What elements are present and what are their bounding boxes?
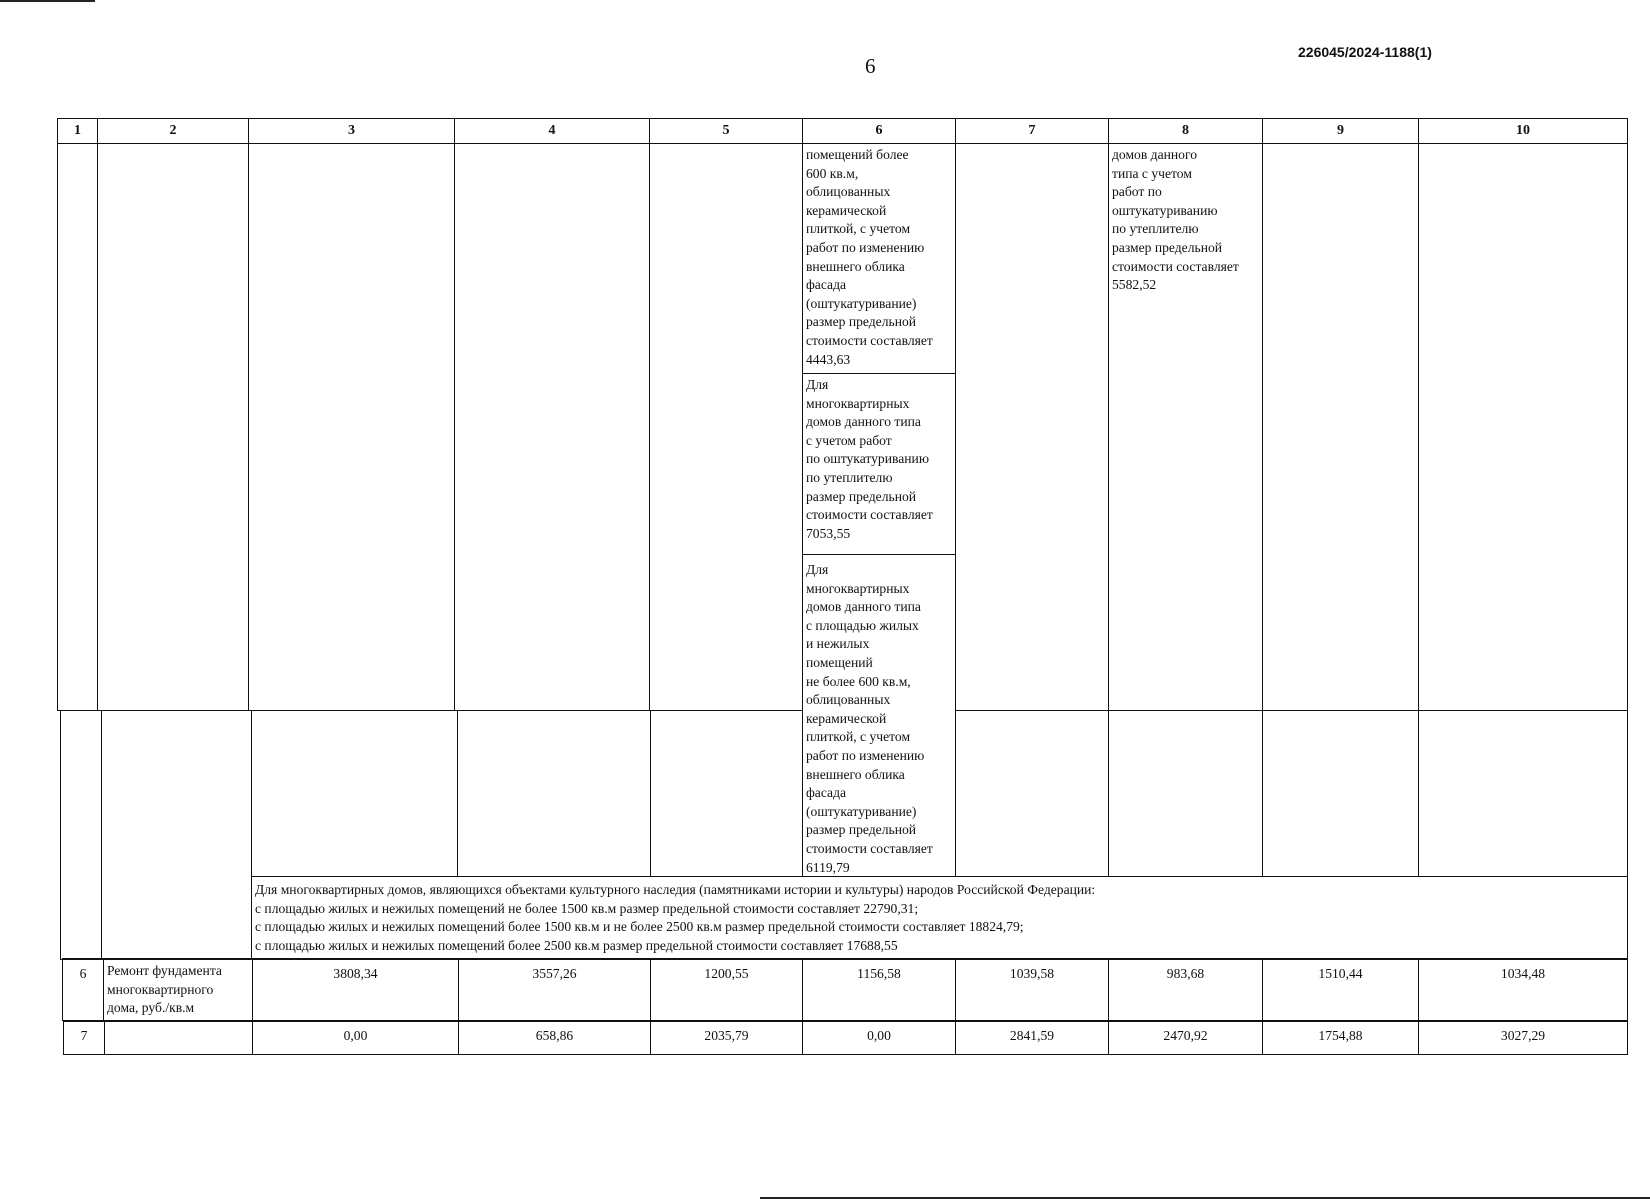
col-header-8: 8 [1108, 118, 1263, 144]
lower-cell-8 [1108, 710, 1263, 877]
row-number: 6 [62, 958, 104, 1021]
cont-cell-9 [1262, 143, 1419, 711]
col-header-1: 1 [57, 118, 98, 144]
cont-cell-7 [955, 143, 1109, 711]
row-value-col3: 0,00 [252, 1020, 459, 1055]
heritage-note-line-4: с площадью жилых и нежилых помещений более 2500 кв.м размер предельной стоимости составляет 17688,55 [255, 937, 898, 953]
row-label: Ремонт фундамента многоквартирного дома, руб./кв.м [103, 958, 253, 1021]
lower-cell-5 [650, 710, 803, 877]
heritage-note-line-1: Для многоквартирных домов, являющихся объектами культурного наследия (памятниками истории и культуры) народов Российской Федерации: [255, 882, 1096, 897]
cont-cell-4 [454, 143, 650, 711]
col-header-6: 6 [802, 118, 956, 144]
col-header-5: 5 [649, 118, 803, 144]
col6-block-1: помещений более 600 кв.м, облицованных керамической плиткой, с учетом работ по изменению внешнего облика фасада (оштукатуривание) размер предельной стоимости составляет 4443,63 [802, 143, 956, 374]
heritage-note-line-2: с площадью жилых и нежилых помещений не более 1500 кв.м размер предельной стоимости составляет 22790,31; [255, 900, 919, 916]
row-number: 7 [63, 1020, 105, 1055]
row-value-col5: 2035,79 [650, 1020, 803, 1055]
row-value-col4: 658,86 [458, 1020, 651, 1055]
col-header-3: 3 [248, 118, 455, 144]
row-label [104, 1020, 253, 1055]
row-value-col9: 1510,44 [1262, 958, 1419, 1021]
cont-cell-10 [1418, 143, 1628, 711]
cont-cell-5 [649, 143, 803, 711]
heritage-note-line-3: с площадью жилых и нежилых помещений более 1500 кв.м и не более 2500 кв.м размер предельной стоимости составляет 18824,79; [255, 919, 1024, 935]
lower-cell-10 [1418, 710, 1628, 877]
row-value-col7: 2841,59 [955, 1020, 1109, 1055]
col-header-4: 4 [454, 118, 650, 144]
col6-block-3: Для многоквартирных домов данного типа с площадью жилых и нежилых помещений не более 600 кв.м, облицованных керамической плиткой, с учетом работ по изменению внешнего облика фасада (оштукатуривание) размер предельной стоимости составляет 6119,79 [802, 554, 956, 877]
lower-cell-9 [1262, 710, 1419, 877]
row-value-col7: 1039,58 [955, 958, 1109, 1021]
col-header-10: 10 [1418, 118, 1628, 144]
row-value-col10: 3027,29 [1418, 1020, 1628, 1055]
col-header-9: 9 [1262, 118, 1419, 144]
page-number: 6 [865, 54, 876, 78]
lower-cell-2 [101, 710, 252, 960]
scan-artifact-bottom [760, 1197, 1650, 1199]
col6-block-2: Для многоквартирных домов данного типа с учетом работ по оштукатуриванию по утеплителю размер предельной стоимости составляет 7053,55 [802, 373, 956, 555]
document-id: 226045/2024-1188(1) [1298, 44, 1432, 60]
lower-cell-1 [60, 710, 102, 960]
row-value-col3: 3808,34 [252, 958, 459, 1021]
col8-block-1: домов данного типа с учетом работ по оштукатуриванию по утеплителю размер предельной стоимости составляет 5582,52 [1108, 143, 1263, 711]
cont-cell-1 [57, 143, 98, 711]
row-value-col9: 1754,88 [1262, 1020, 1419, 1055]
col-header-7: 7 [955, 118, 1109, 144]
cont-cell-3 [248, 143, 455, 711]
row-value-col10: 1034,48 [1418, 958, 1628, 1021]
row-value-col4: 3557,26 [458, 958, 651, 1021]
col-header-2: 2 [97, 118, 249, 144]
row-value-col6: 0,00 [802, 1020, 956, 1055]
row-value-col8: 983,68 [1108, 958, 1263, 1021]
row-value-col8: 2470,92 [1108, 1020, 1263, 1055]
row-value-col6: 1156,58 [802, 958, 956, 1021]
cont-cell-2 [97, 143, 249, 711]
lower-cell-4 [457, 710, 651, 877]
heritage-note [251, 876, 1628, 960]
lower-cell-7 [955, 710, 1109, 877]
row-value-col5: 1200,55 [650, 958, 803, 1021]
lower-cell-3 [251, 710, 458, 877]
scan-artifact-top [0, 0, 95, 2]
